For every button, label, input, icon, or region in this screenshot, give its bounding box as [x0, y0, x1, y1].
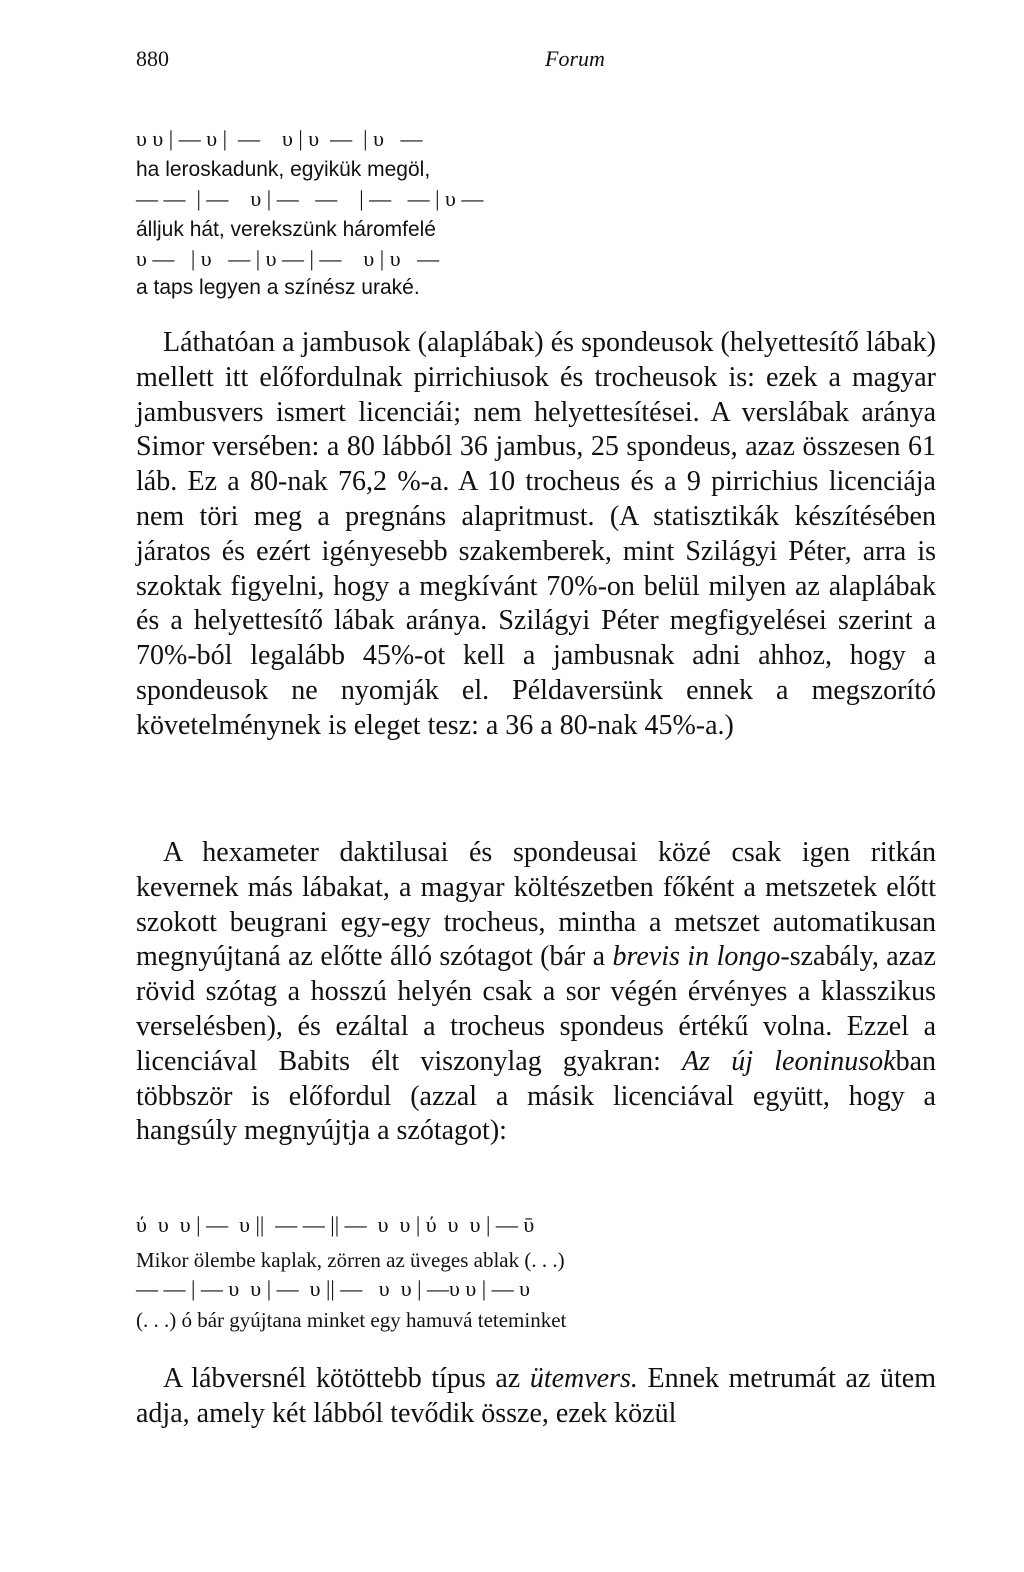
text-run: Ennek metrumát az ütem adja, amely két lábból tevődik össze, ezek közül	[136, 1363, 936, 1429]
paragraph-3	[136, 1362, 936, 1432]
text-run: ban többször is előfordul (azzal a másik licenciával együtt, hogy a hangsúly megnyújtja a szótagot):	[136, 1045, 937, 1147]
verse-line: (. . .) ó bár gyújtana minket egy hamuvá teteminket	[136, 1308, 567, 1332]
paragraph-2	[136, 836, 936, 1149]
text-run: A lábversnél kötöttebb típus az	[163, 1363, 530, 1394]
italic-term: ütemvers.	[529, 1363, 638, 1394]
italic-title: Az új leoninusok	[682, 1045, 896, 1077]
verse-line: Mikor ölembe kaplak, zörren az üveges ablak (. . .)	[136, 1248, 565, 1272]
paragraph-text	[136, 1362, 936, 1432]
verse-line: ha leroskadunk, egyikük megöl,	[136, 158, 431, 181]
paragraph-1	[136, 326, 936, 744]
meter-line: — — | — υ υ | — υ || — υ υ | —υ υ | — υ	[136, 1276, 531, 1301]
italic-term: brevis in longo	[612, 941, 781, 973]
page-number: 880	[136, 46, 169, 71]
meter-line: — — | — υ | — — | — — | υ —	[136, 186, 484, 211]
meter-line: υ υ | — υ | — υ | υ — | υ —	[136, 126, 423, 151]
running-header: Forum	[545, 46, 605, 71]
text-run: -szabály, azaz rövid szótag a hosszú helyén csak a sor végén érvényes a klasszikus verselésben), és ezáltal a trocheus spondeus értékű volna. Ezzel a licenciával Babits élt viszonylag gyakran:	[136, 941, 936, 1077]
verse-line: álljuk hát, verekszünk háromfelé	[136, 218, 436, 241]
paragraph-text	[136, 836, 936, 1149]
text-run: A hexameter daktilusai és spondeusai közé csak igen ritkán kevernek más lábakat, a magyar költészetben főként a metszetek előtt szokott beugrani egy-egy trocheus, mintha a metszet automatikusan megnyújtaná az előtte álló szótagot (bár a	[136, 837, 936, 973]
paragraph-text: Láthatóan a jambusok (alaplábak) és spondeusok (helyettesítő lábak) mellett itt előfordulnak pirrichiusok és trocheusok is: ezek a magyar jambusvers ismert licenciái; nem helyettesítései. A verslábak aránya Simor versében: a 80 lábból 36 jambus, 25 spondeus, azaz összesen 61 láb. Ez a 80-nak 76,2 %-a. A 10 trocheus és a 9 pirrichius licenciája nem töri meg a pregnáns alapritmust. (A statisztikák készítésében járatos és ezért igényesebb szakemberek, mint Szilágyi Péter, arra is szoktak figyelni, hogy a megkívánt 70%-on belül milyen az alaplábak és a helyettesítő lábak aránya. Szilágyi Péter megfigyelései szerint a 70%-ból legalább 45%-ot kell a jambusnak adni ahhoz, hogy a spondeusok ne nyomják el. Példaversünk ennek a megszorító követelménynek is eleget tesz: a 36 a 80-nak 45%-a.)	[136, 327, 936, 741]
meter-line: ύ υ υ | — υ || — — || — υ υ | ύ υ υ | — ῡ	[136, 1212, 535, 1237]
verse-line: a taps legyen a színész uraké.	[136, 276, 420, 299]
meter-line: υ — | υ — | υ — | — υ | υ —	[136, 246, 440, 271]
